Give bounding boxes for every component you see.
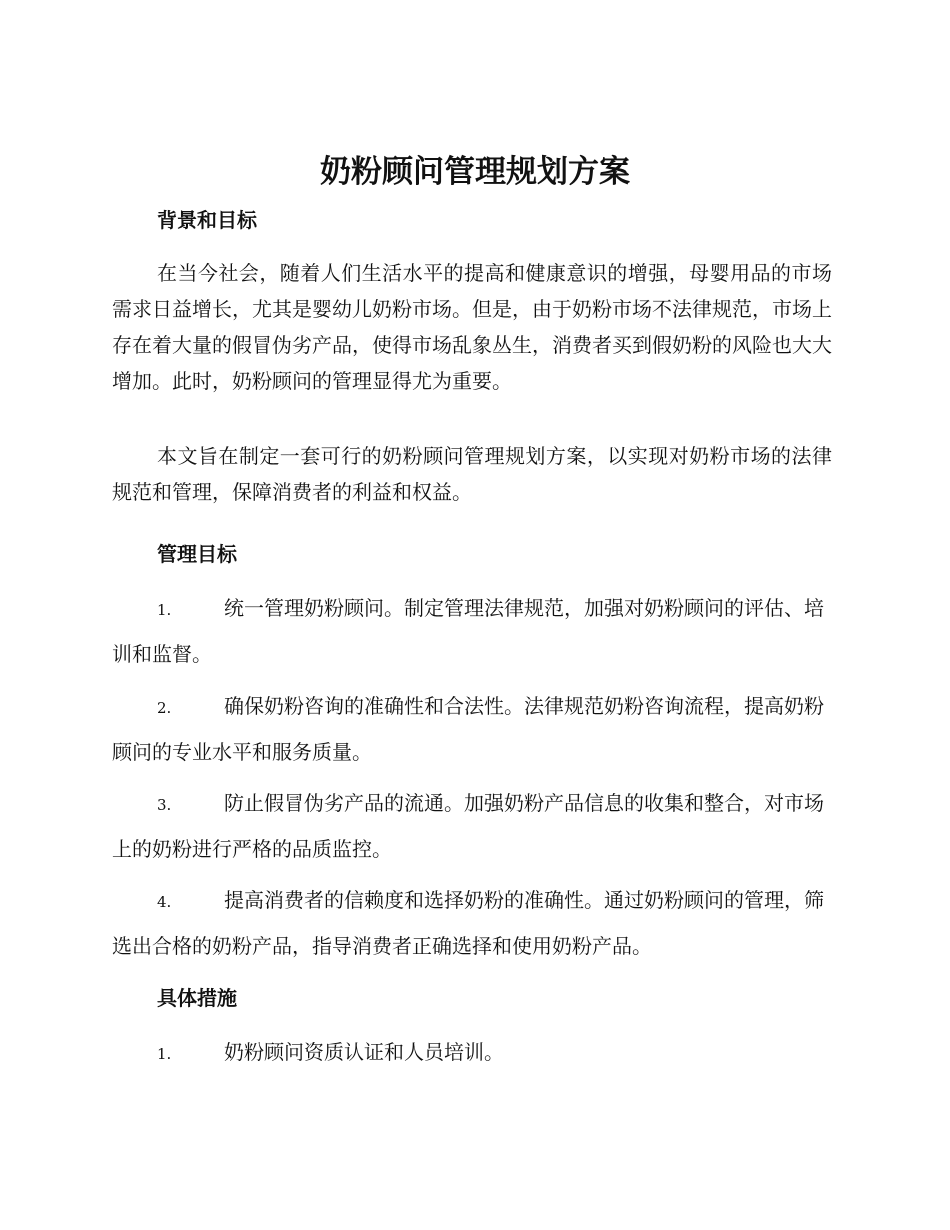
list-item-number: 1. (157, 601, 172, 619)
list-item-text: 防止假冒伪劣产品的流通。加强奶粉产品信息的收集和整合，对市场上的奶粉进行严格的品质监控。 (112, 791, 824, 861)
list-item (112, 1030, 832, 1076)
list-item (112, 586, 832, 676)
list-item-text: 统一管理奶粉顾问。制定管理法律规范，加强对奶粉顾问的评估、培训和监督。 (112, 596, 824, 666)
list-item-number: 2. (157, 699, 172, 717)
section-heading-background: 背景和目标 (157, 208, 257, 232)
list-item (112, 684, 832, 774)
list-item (112, 781, 832, 871)
section-heading-measures: 具体措施 (157, 986, 237, 1010)
paragraph: 本文旨在制定一套可行的奶粉顾问管理规划方案，以实现对奶粉市场的法律规范和管理，保障消费者的利益和权益。 (112, 444, 832, 504)
list-item-number: 3. (157, 796, 172, 814)
list-item-number: 4. (157, 893, 172, 911)
list-item (112, 878, 832, 968)
list-item-text: 提高消费者的信赖度和选择奶粉的准确性。通过奶粉顾问的管理，筛选出合格的奶粉产品，指导消费者正确选择和使用奶粉产品。 (112, 888, 824, 958)
paragraph: 在当今社会，随着人们生活水平的提高和健康意识的增强，母婴用品的市场需求日益增长，尤其是婴幼儿奶粉市场。但是，由于奶粉市场不法律规范，市场上存在着大量的假冒伪劣产品，使得市场乱象丛生，消费者买到假奶粉的风险也大大增加。此时，奶粉顾问的管理显得尤为重要。 (112, 261, 832, 393)
document-title: 奶粉顾问管理规划方案 (320, 154, 630, 190)
list-item-number: 1. (157, 1045, 172, 1063)
list-item-text: 确保奶粉咨询的准确性和合法性。法律规范奶粉咨询流程，提高奶粉顾问的专业水平和服务质量。 (112, 694, 824, 764)
section-heading-goals: 管理目标 (157, 542, 237, 566)
list-item-text: 奶粉顾问资质认证和人员培训。 (224, 1040, 504, 1064)
